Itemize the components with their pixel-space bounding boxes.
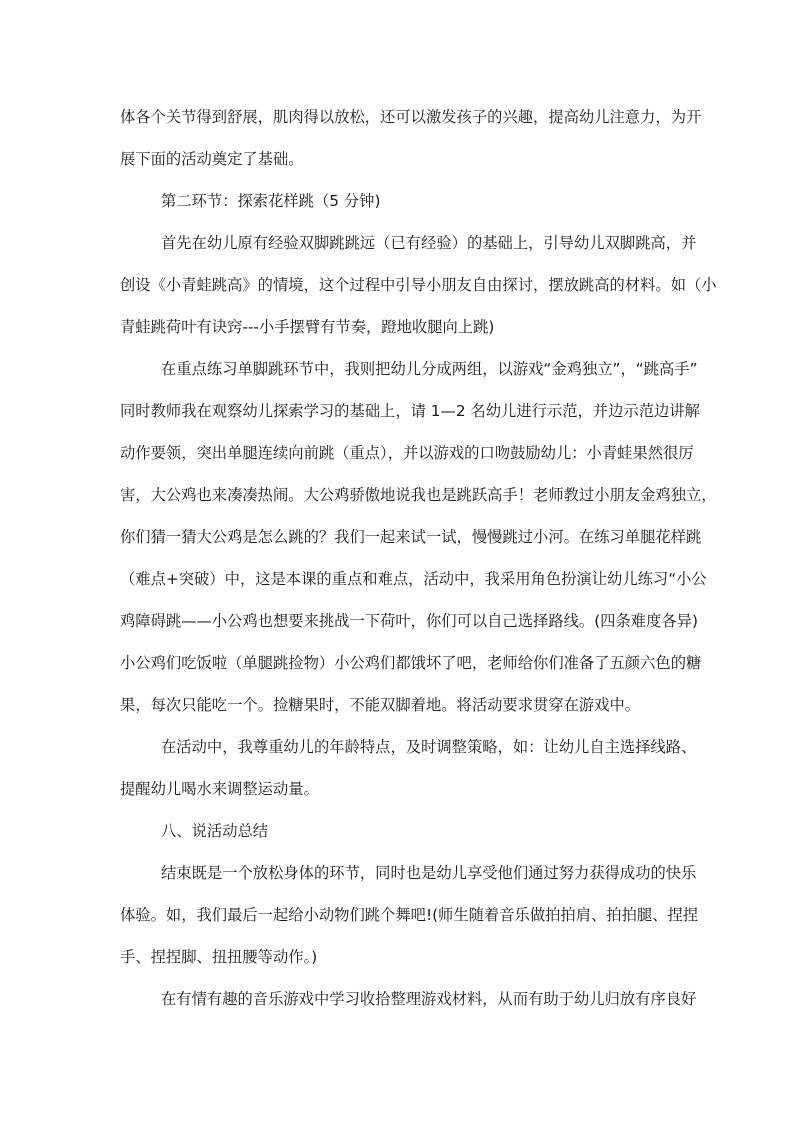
text-line-8: 同时教师我在观察幼儿探索学习的基础上，请 1—2 名幼儿进行示范，并边示范边讲解 — [120, 402, 700, 420]
text-line-22: 在有情有趣的音乐游戏中学习收拾整理游戏材料，从而有助于幼儿归放有序良好 — [161, 990, 697, 1008]
text-line-11: 你们猜一猜大公鸡是怎么跳的？我们一起来试一试，慢慢跳过小河。在练习单腿花样跳 — [120, 528, 702, 546]
text-line-6: 青蛙跳荷叶有诀窍---小手摆臂有节奏，蹬地收腿向上跳) — [120, 318, 495, 336]
section-heading-2: 第二环节：探索花样跳（5 分钟) — [161, 192, 381, 210]
text-line-15: 果，每次只能吃一个。捡糖果时，不能双脚着地。将活动要求贯穿在游戏中。 — [120, 696, 641, 714]
text-line-19: 结束既是一个放松身体的环节，同时也是幼儿享受他们通过努力获得成功的快乐 — [161, 864, 697, 882]
text-line-1: 体各个关节得到舒展，肌肉得以放松，还可以激发孩子的兴趣，提高幼儿注意力，为开 — [120, 108, 702, 126]
text-line-7: 在重点练习单脚跳环节中，我则把幼儿分成两组，以游戏“金鸡独立”，“跳高手” — [161, 360, 698, 378]
text-line-17: 提醒幼儿喝水来调整运动量。 — [120, 780, 319, 798]
text-line-14: 小公鸡们吃饭啦（单腿跳捡物）小公鸡们都饿坏了吧，老师给你们准备了五颜六色的糖 — [120, 654, 702, 672]
text-line-13: 鸡障碍跳——小公鸡也想要来挑战一下荷叶，你们可以自己选择路线。(四条难度各异) — [120, 612, 698, 630]
text-line-20: 体验。如，我们最后一起给小动物们跳个舞吧!(师生随着音乐做拍拍肩、拍拍腿、捏捏 — [120, 906, 699, 924]
text-line-21: 手、捏捏脚、扭扭腰等动作。) — [120, 948, 318, 966]
text-line-9: 动作要领，突出单腿连续向前跳（重点），并以游戏的口吻鼓励幼儿：小青蛙果然很厉 — [120, 444, 694, 462]
text-line-5: 创设《小青蛙跳高》的情境，这个过程中引导小朋友自由探讨，摆放跳高的材料。如（小 — [120, 276, 717, 294]
text-line-2: 展下面的活动奠定了基础。 — [120, 150, 304, 168]
text-line-4: 首先在幼儿原有经验双脚跳跳远（已有经验）的基础上，引导幼儿双脚跳高，并 — [161, 234, 697, 252]
text-line-12: （难点+突破）中，这是本课的重点和难点，活动中，我采用角色扮演让幼儿练习“小公 — [120, 570, 707, 588]
section-heading-8: 八、说活动总结 — [161, 822, 269, 840]
text-line-16: 在活动中，我尊重幼儿的年龄特点，及时调整策略，如：让幼儿自主选择线路、 — [161, 738, 697, 756]
text-line-10: 害，大公鸡也来凑凑热闹。大公鸡骄傲地说我也是跳跃高手！老师教过小朋友金鸡独立， — [120, 486, 717, 504]
